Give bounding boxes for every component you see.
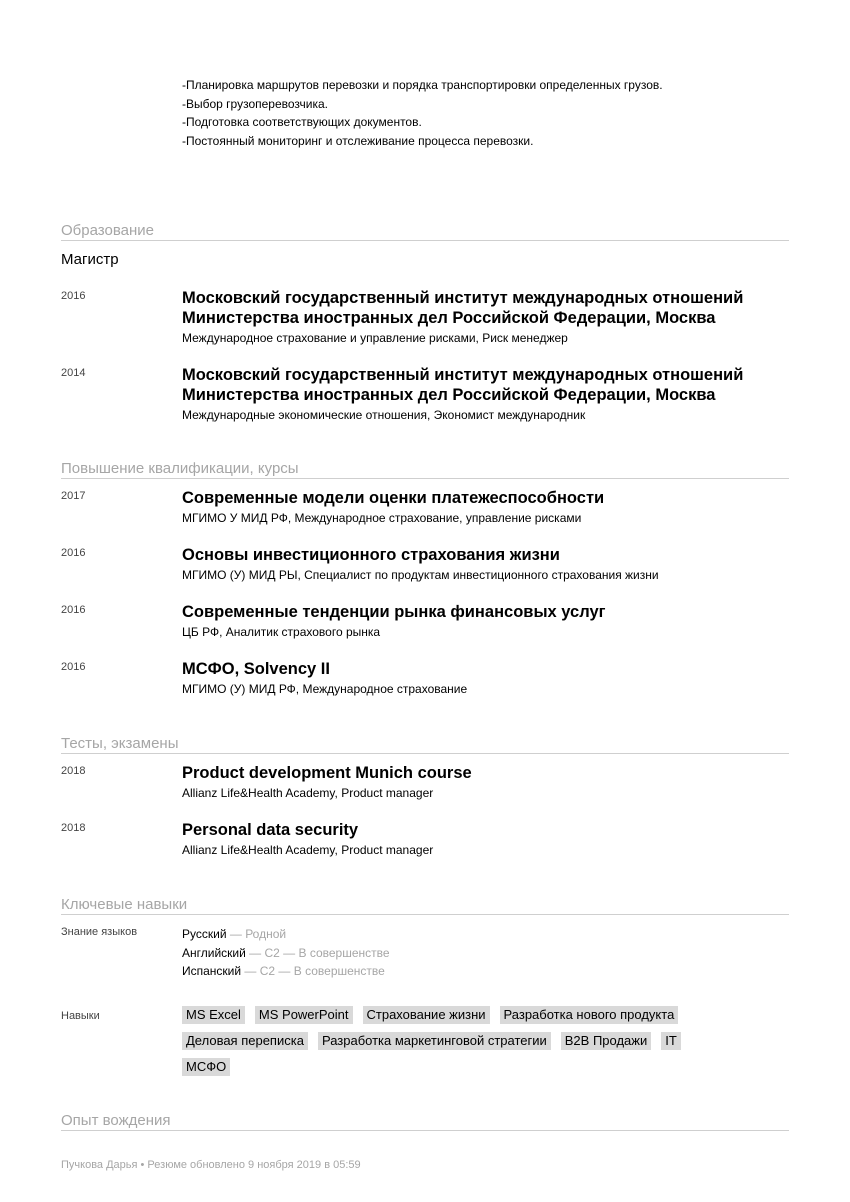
language-item <box>182 925 390 944</box>
course-year: 2016 <box>61 547 86 559</box>
education-specialty: Международные экономические отношения, Экономист международник <box>182 408 586 422</box>
course-provider: МГИМО (У) МИД РФ, Международное страхование <box>182 682 468 696</box>
test-year: 2018 <box>61 765 86 777</box>
education-entry <box>182 288 802 346</box>
language-level: — C2 — В совершенстве <box>245 945 390 960</box>
languages-list <box>182 925 390 981</box>
test-entry <box>182 820 802 858</box>
test-entry <box>182 763 802 801</box>
test-year: 2018 <box>61 822 86 834</box>
course-entry <box>182 488 802 526</box>
education-level: Магистр <box>61 251 119 268</box>
tests-heading: Тесты, экзамены <box>61 735 789 754</box>
course-title: Основы инвестиционного страхования жизни <box>182 546 560 564</box>
course-title: МСФО, Solvency II <box>182 660 330 678</box>
course-provider: МГИМО (У) МИД РЫ, Специалист по продуктам инвестиционного страхования жизни <box>182 568 659 582</box>
duty-item: -Выбор грузоперевозчика. <box>182 96 329 111</box>
skill-tag: Разработка нового продукта <box>500 1006 679 1024</box>
education-specialty: Международное страхование и управление рисками, Риск менеджер <box>182 331 568 345</box>
language-name: Английский <box>182 945 246 960</box>
test-title: Personal data security <box>182 821 359 839</box>
course-year: 2016 <box>61 604 86 616</box>
course-title: Современные модели оценки платежеспособности <box>182 489 605 507</box>
course-provider: ЦБ РФ, Аналитик страхового рынка <box>182 625 381 639</box>
duty-item: -Постоянный мониторинг и отслеживание процесса перевозки. <box>182 133 534 148</box>
skill-tag: MS Excel <box>182 1006 245 1024</box>
course-year: 2016 <box>61 661 86 673</box>
courses-heading: Повышение квалификации, курсы <box>61 460 789 479</box>
skills-label: Навыки <box>61 1010 100 1022</box>
skills-list <box>182 1006 782 1084</box>
education-institution: Московский государственный институт международных отношений Министерства иностранных дел Российской Федерации, Москва <box>182 289 744 327</box>
language-name: Испанский <box>182 964 242 978</box>
course-entry <box>182 602 802 640</box>
skill-tag: МСФО <box>182 1058 230 1076</box>
education-entry <box>182 365 802 423</box>
skill-tag: IT <box>661 1032 681 1050</box>
education-year: 2016 <box>61 290 86 302</box>
language-item <box>182 944 390 963</box>
job-duties-list <box>182 76 663 150</box>
course-title: Современные тенденции рынка финансовых услуг <box>182 603 606 621</box>
education-heading: Образование <box>61 222 789 241</box>
test-provider: Allianz Life&Health Academy, Product manager <box>182 786 434 800</box>
test-title: Product development Munich course <box>182 764 472 782</box>
languages-label: Знание языков <box>61 926 138 938</box>
skills-row <box>182 1032 782 1050</box>
language-level: — Родной <box>226 927 287 941</box>
key-skills-heading: Ключевые навыки <box>61 896 789 915</box>
skill-tag: Разработка маркетинговой стратегии <box>318 1032 551 1050</box>
course-entry <box>182 545 802 583</box>
language-item <box>182 962 390 981</box>
language-name: Русский <box>182 927 227 941</box>
skills-row <box>182 1058 782 1076</box>
skills-row <box>182 1006 782 1024</box>
education-year: 2014 <box>61 367 86 379</box>
page-footer: Пучкова Дарья • Резюме обновлено 9 ноября 2019 в 05:59 <box>61 1159 361 1171</box>
course-entry <box>182 659 802 697</box>
skill-tag: MS PowerPoint <box>255 1006 353 1024</box>
skill-tag: B2B Продажи <box>561 1032 651 1050</box>
skill-tag: Страхование жизни <box>363 1006 490 1024</box>
duty-item: -Подготовка соответствующих документов. <box>182 115 422 129</box>
driving-heading: Опыт вождения <box>61 1112 789 1131</box>
duty-item: -Планировка маршрутов перевозки и порядка транспортировки определенных грузов. <box>182 78 663 92</box>
skill-tag: Деловая переписка <box>182 1032 308 1050</box>
test-provider: Allianz Life&Health Academy, Product manager <box>182 843 434 857</box>
education-institution: Московский государственный институт международных отношений Министерства иностранных дел Российской Федерации, Москва <box>182 366 744 404</box>
course-provider: МГИМО У МИД РФ, Международное страхование, управление рисками <box>182 511 582 525</box>
course-year: 2017 <box>61 490 86 502</box>
language-level: — C2 — В совершенстве <box>241 964 385 978</box>
